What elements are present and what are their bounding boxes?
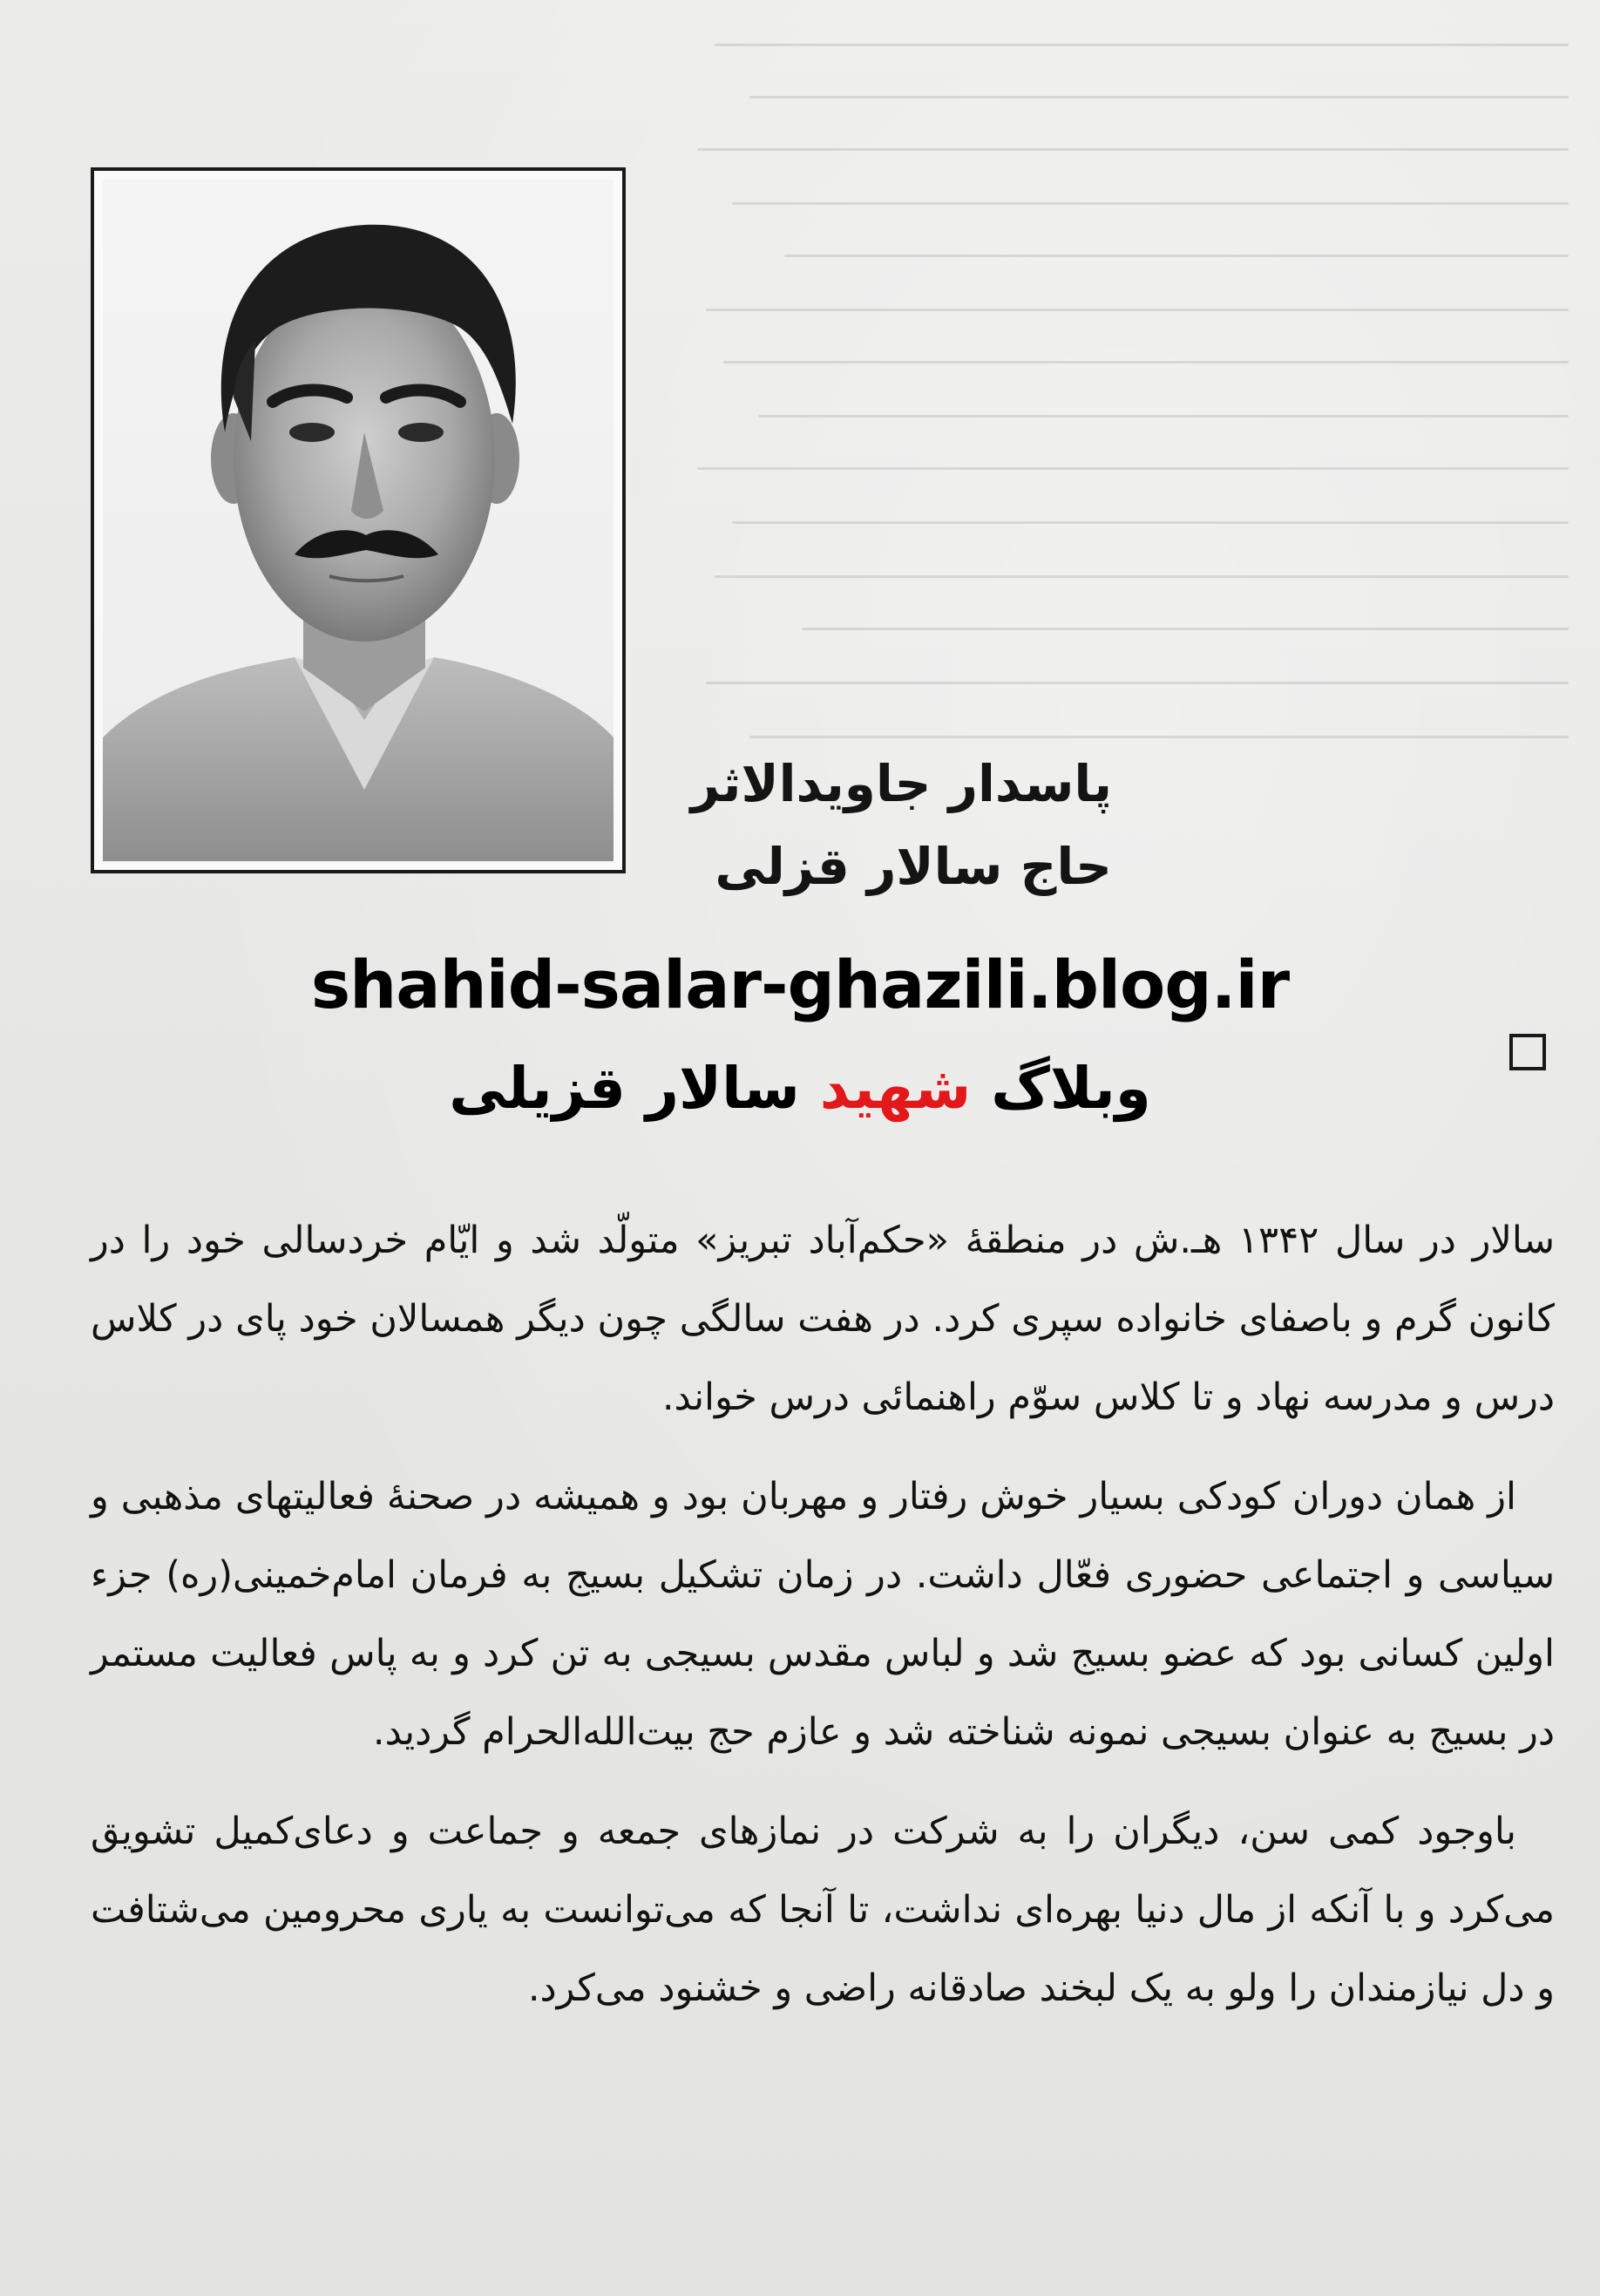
paragraph-2: از همان دوران کودکی بسیار خوش رفتار و مهربان بود و همیشه در صحنۀ فعالیتهای مذهبی و سیاسی و اجتماعی حضوری فعّال داشت. در زمان تشکیل بسیج به فرمان امام‌خمینی(ره) جزء اولین کسانی بود که عضو بسیج شد و لباس مقدس بسیجی به تن کرد و به پاس فعالیت مستمر در بسیج به عنوان بسیجی نمونه شناخته شد و عازم حج بیت‌الله‌الحرام گردید.	[91, 1475, 1555, 1754]
blog-name-highlight: شهید	[819, 1055, 972, 1122]
heading-line-2: حاج سالار قزلی	[715, 837, 1112, 896]
portrait-photo-frame	[91, 167, 626, 873]
paragraph-1: سالار در سال ۱۳۴۲ هـ.ش در منطقۀ «حکم‌آباد تبریز» متولّد شد و ایّام خردسالی خود را در کانون گرم و باصفای خانواده سپری کرد. در هفت سالگی چون دیگر همسالان خود پای در کلاس درس و مدرسه نهاد و تا کلاس سوّم راهنمائی درس خواند.	[91, 1219, 1555, 1419]
blog-url: shahid-salar-ghazili.blog.ir	[310, 946, 1290, 1023]
heading-line-1: پاسدار جاویدالاثر	[690, 754, 1112, 813]
portrait-illustration	[103, 180, 614, 861]
blog-name-prefix: وبلاگ	[991, 1055, 1151, 1122]
biography-text	[91, 1201, 1555, 2048]
portrait-photo	[103, 180, 614, 861]
paragraph-3: باوجود کمی سن، دیگران را به شرکت در نمازهای جمعه و جماعت و دعای‌کمیل تشویق می‌کرد و با آنکه از مال دنیا بهره‌ای نداشت، تا آنجا که می‌توانست به یاری محرومین می‌شتافت و دل نیازمندان را ولو به یک لبخند صادقانه راضی و خشنود می‌کرد.	[91, 1810, 1555, 2010]
blog-name	[0, 1055, 1600, 1122]
blog-name-suffix: سالار قزیلی	[449, 1055, 800, 1122]
